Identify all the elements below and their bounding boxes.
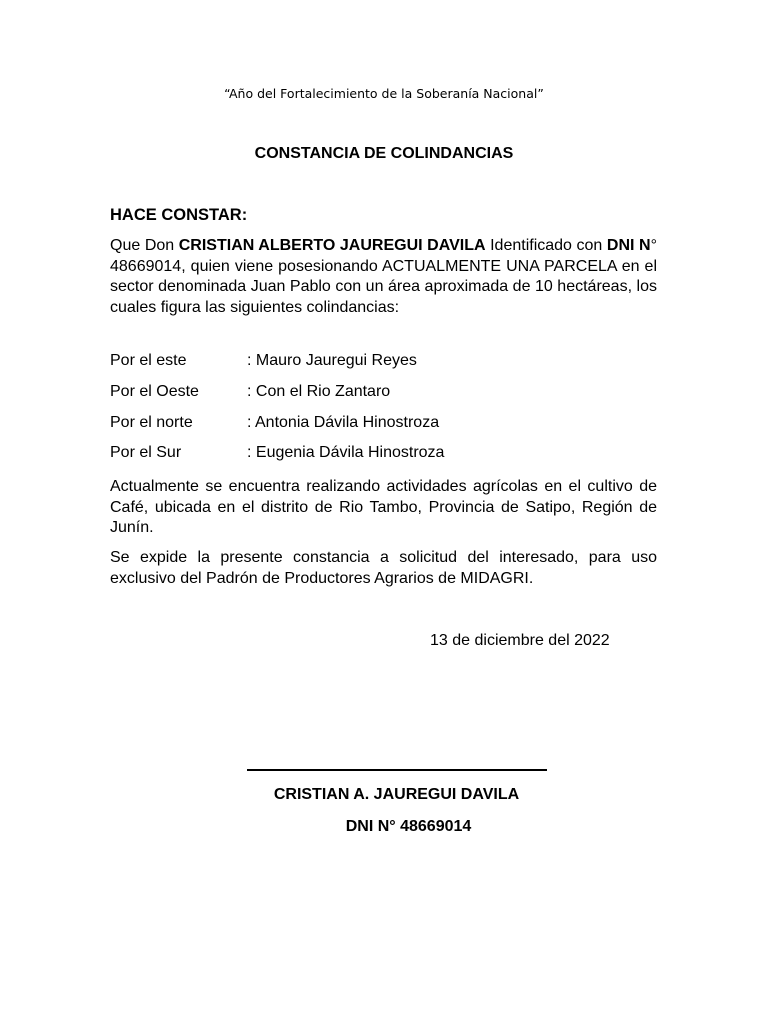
year-motto: “Año del Fortalecimiento de la Soberanía Nacional”: [224, 86, 544, 101]
paragraph-activities: Actualmente se encuentra realizando actividades agrícolas en el cultivo de Café, ubicada en el distrito de Rio Tambo, Provincia de Satipo, Región de Junín.: [110, 478, 657, 536]
p1-intro: Que Don: [110, 237, 179, 254]
border-row-south: [110, 444, 444, 462]
border-value: : Con el Rio Zantaro: [247, 383, 391, 400]
border-direction: Por el Oeste: [110, 383, 199, 400]
signature-line: [247, 769, 547, 771]
paragraph-purpose: Se expide la presente constancia a solicitud del interesado, para uso exclusivo del Padrón de Productores Agrarios de MIDAGRI.: [110, 549, 657, 587]
document-title: CONSTANCIA DE COLINDANCIAS: [254, 145, 514, 162]
border-value: : Mauro Jauregui Reyes: [247, 352, 417, 369]
border-value: : Eugenia Dávila Hinostroza: [247, 444, 445, 461]
issue-date: 13 de diciembre del 2022: [430, 632, 610, 649]
border-value: : Antonia Dávila Hinostroza: [247, 414, 440, 431]
p1-identified: Identificado con: [485, 237, 607, 254]
border-row-east: [110, 352, 417, 370]
border-row-north: [110, 414, 439, 432]
paragraph-identification: [110, 236, 657, 318]
border-direction: Por el Sur: [110, 444, 182, 461]
border-row-west: [110, 383, 390, 401]
border-direction: Por el norte: [110, 414, 193, 431]
signatory-name: CRISTIAN A. JAUREGUI DAVILA: [273, 786, 520, 803]
border-direction: Por el este: [110, 352, 187, 369]
signatory-dni: DNI N° 48669014: [345, 818, 472, 835]
hace-constar-heading: HACE CONSTAR:: [110, 206, 248, 224]
dni-label: DNI N: [606, 237, 651, 254]
p1-rest: ° 48669014, quien viene posesionando ACTUALMENTE UNA PARCELA en el sector denominada Juan Pablo con un área aproximada de 10 hectáreas, los cuales figura las siguientes colindancias:: [110, 237, 657, 316]
person-name: CRISTIAN ALBERTO JAUREGUI DAVILA: [178, 237, 486, 254]
